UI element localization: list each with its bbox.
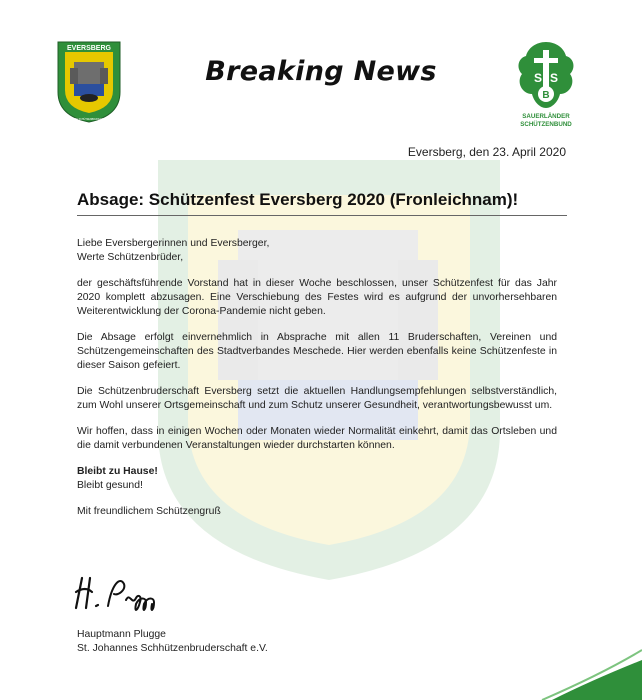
signature-block (77, 628, 268, 656)
crest-top-text: EVERSBERG (67, 45, 111, 52)
paragraph-3: Die Schützenbruderschaft Eversberg setzt die aktuellen Handlungsempfehlungen selbstverständlich, zum Wohl unserer Ortsgemeinschaft und zum Schutz unserer Gesundheit, verantwortungsbewusst um. (77, 386, 557, 411)
greeting: Mit freundlichem Schützengruß (77, 506, 221, 517)
schuetzenbund-logo (514, 38, 578, 130)
signer-organization: St. Johannes Schhützenbruderschaft e.V. (77, 643, 268, 654)
closing-line-1: Bleibt zu Hause! (77, 466, 158, 477)
salutation-line-1: Liebe Eversbergerinnen und Eversberger, (77, 238, 270, 249)
handwritten-signature (68, 570, 188, 616)
svg-text:S: S (549, 71, 559, 85)
logo-label-line1: SAUERLÄNDER (522, 113, 570, 120)
page-title: Breaking News (205, 56, 437, 87)
corner-swoosh (532, 640, 642, 700)
paragraph-4: Wir hoffen, dass in einigen Wochen oder Monaten wieder Normalität einkehrt, damit das Ortsleben und die damit verbundenen Veranstaltungen wieder durchstarten können. (77, 426, 557, 451)
paragraph-1: der geschäftsführende Vorstand hat in dieser Woche beschlossen, unser Schützenfest für das Jahr 2020 komplett abzusagen. Eine Verschiebung des Festes wird es aufgrund der unvorhersehbaren Weiterentwicklung der Corona-Pandemie nicht geben. (77, 278, 557, 317)
logo-label-line2: SCHÜTZENBUND (520, 121, 572, 128)
signer-name: Hauptmann Plugge (77, 629, 166, 640)
subject-divider (77, 215, 567, 216)
salutation-line-2: Werte Schützenbrüder, (77, 252, 184, 263)
paragraph-2: Die Absage erfolgt einvernehmlich in Absprache mit allen 11 Bruderschaften, Vereinen und Schützengemeinschaften des Stadtverbandes Meschede. Hier werden ebenfalls keine Schützenfeste in dieser Saison gefeiert. (77, 332, 557, 371)
letter-body (77, 237, 557, 531)
dateline: Eversberg, den 23. April 2020 (407, 145, 566, 159)
closing-line-2: Bleibt gesund! (77, 480, 143, 491)
letter-subject: Absage: Schützenfest Eversberg 2020 (Fronleichnam)! (77, 190, 519, 209)
svg-text:B: B (542, 90, 550, 101)
crest-ring-text: ST. JOHANNES SCHÜTZENBRUDERSCHAFT 1833 (60, 118, 118, 121)
svg-text:S: S (533, 71, 543, 85)
